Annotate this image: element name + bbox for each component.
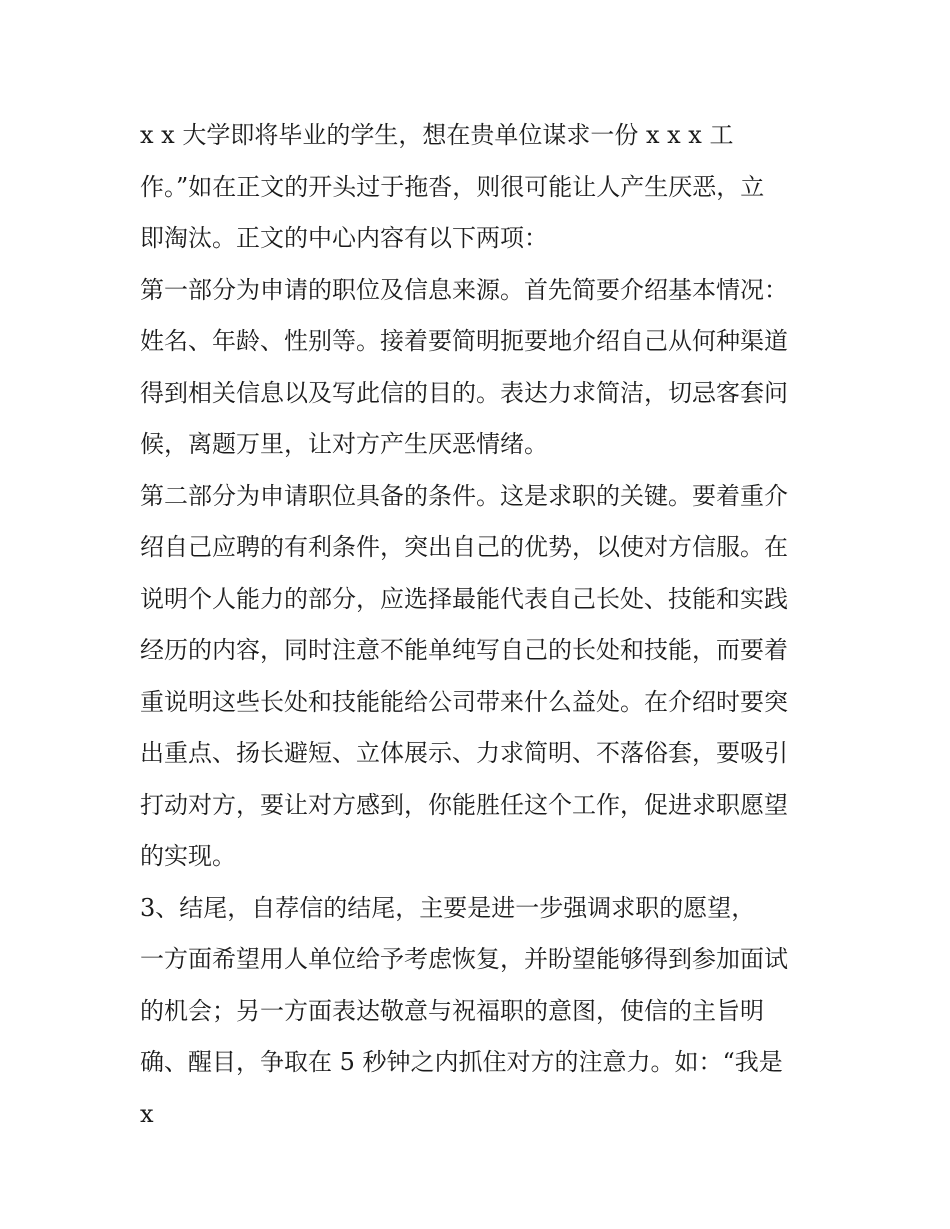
text-line: 候，离题万里，让对方产生厌恶情绪。 (140, 430, 548, 458)
text-line: 打动对方，要让对方感到，你能胜任这个工作，促进求职愿望 (140, 790, 788, 819)
text-line: 说明个人能力的部分，应选择最能代表自己长处、技能和实践 (140, 584, 788, 613)
text-line: 第一部分为申请的职位及信息来源。首先简要介绍基本情况： (140, 275, 788, 304)
text-line: x x 大学即将毕业的学生，想在贵单位谋求一份 x x x 工 (140, 121, 734, 149)
text-line: 得到相关信息以及写此信的目的。表达力求简洁，切忌客套问 (140, 378, 788, 407)
text-line: 第二部分为申请职位具备的条件。这是求职的关键。要着重介 (140, 481, 788, 510)
text-line: 作。”如在正文的开头过于拖沓，则很可能让人产生厌恶，立 (140, 172, 765, 201)
text-line: 姓名、年龄、性别等。接着要简明扼要地介绍自己从何种渠道 (140, 327, 788, 355)
document-body (140, 110, 820, 1140)
text-line: 的机会；另一方面表达敬意与祝福职的意图，使信的主旨明 (140, 996, 764, 1025)
text-line: 出重点、扬长避短、立体展示、力求简明、不落俗套，要吸引 (140, 739, 788, 767)
text-line: 重说明这些长处和技能能给公司带来什么益处。在介绍时要突 (140, 687, 788, 716)
text-line: 即淘汰。正文的中心内容有以下两项： (140, 224, 548, 252)
text-line: 一方面希望用人单位给予考虑恢复，并盼望能够得到参加面试 (140, 945, 788, 973)
text-line: 的实现。 (140, 842, 236, 870)
text-line: 确、醒目，争取在 5 秒钟之内抓住对方的注意力。如：“我是 (140, 1048, 783, 1076)
text-line: 绍自己应聘的有利条件，突出自己的优势，以使对方信服。在 (140, 533, 788, 561)
text-line: 经历的内容，同时注意不能单纯写自己的长处和技能，而要着 (140, 636, 788, 664)
text-line: 3、结尾，自荐信的结尾，主要是进一步强调求职的愿望， (140, 893, 756, 922)
text-line: x (140, 1099, 154, 1128)
